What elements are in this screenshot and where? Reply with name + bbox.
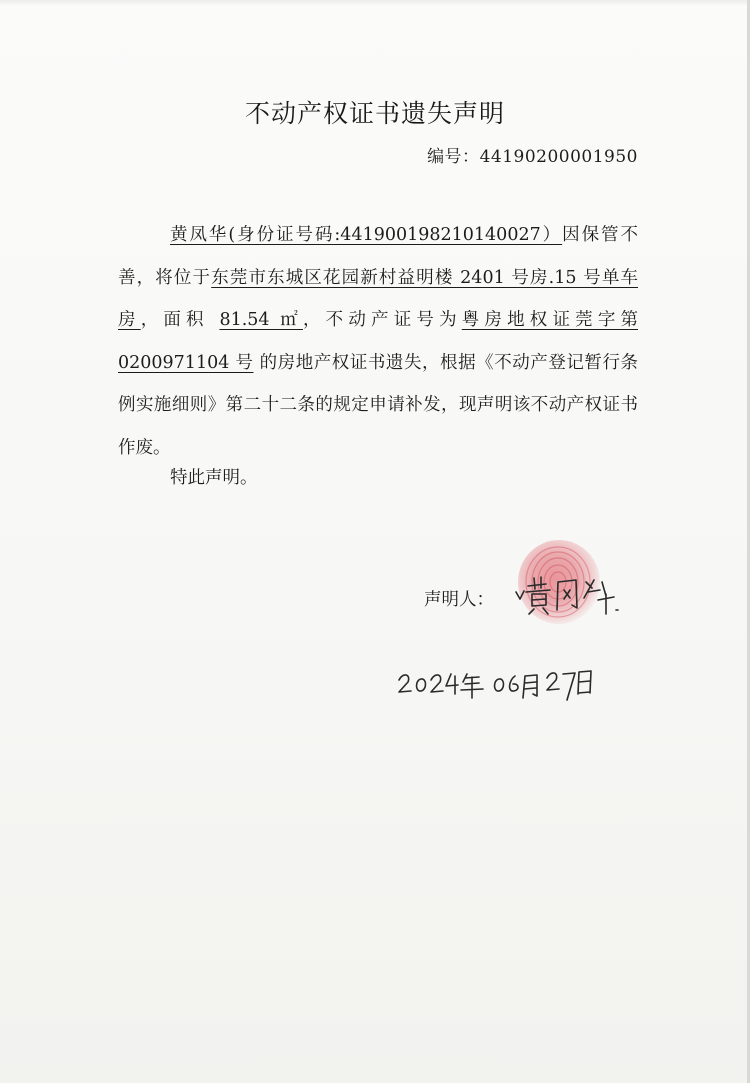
handwritten-date [395,660,595,715]
closing-statement: 特此声明。 [170,468,258,488]
body-text-4: 的房地产权证书遗失，根据《不动产登记暂行条例实施细则》第二十二条的规定申请补发，现声明该不动产权证书作废。 [118,352,639,458]
number-value: 44190200001950 [479,147,638,167]
declarant-id: 黄凤华(身份证号码:441900198210140027） [170,225,563,245]
document-title: 不动产权证书遗失声明 [244,99,505,128]
number-label: 编号： [427,147,480,167]
property-address: 东莞市东城区花园新村益明楼 2401 号房.15 号单车房 [118,267,638,330]
scan-shadow [0,0,750,6]
date-handwriting [395,660,595,710]
signature [510,568,625,623]
body-text-3: ，不动产证号为 [303,310,462,330]
certificate-number: 粤房地权证莞字第 0200971104 号 [118,310,638,373]
body-text-2: ，面积 [140,310,220,330]
body-text-1: 因保管不善，将位于 [118,225,639,288]
signature-handwriting [510,568,625,618]
document-number [427,142,638,167]
property-area: 81.54 ㎡ [219,310,303,330]
declaration-body [118,214,638,469]
declarant-label: 声明人： [424,590,494,610]
